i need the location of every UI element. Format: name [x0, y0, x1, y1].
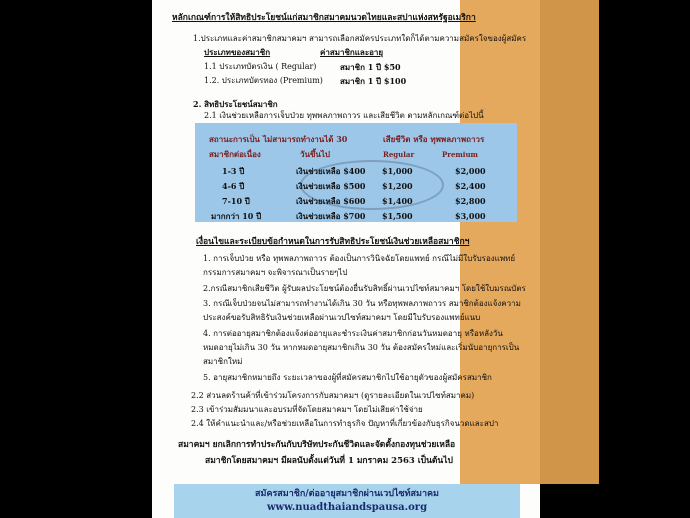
condition-3b: ประสงค์ขอรับสิทธิรับเงินช่วยเหลือผ่านเวปไซท์สมาคมฯ โดยมีใบรับรองแพทย์แนบ [203, 313, 481, 322]
footer-website-link[interactable]: www.nuadthaiandspausa.org [266, 502, 428, 513]
condition-4c: สมาชิกใหม่ [203, 357, 243, 366]
member-fee-regular: สมาชิก 1 ปี $50 [340, 62, 401, 72]
section-1-intro: 1.ประเภทและค่าสมาชิกสมาคมฯ สามารถเลือกสมัครประเภทใดก็ได้ตามความสมัครใจของผู้สมัคร [193, 34, 527, 43]
condition-2: 2.กรณีสมาชิกเสียชีวิต ผู้รับผลประโยชน์ต้องยื่นรับสิทธิ์ผ่านเวปไซท์สมาคมฯ โดยใช้ใบมรณบัตร [203, 284, 526, 293]
document-title: หลักเกณฑ์การให้สิทธิประโยชน์แก่สมาชิกสมาคมนวดไทยและสปาแห่งสหรัฐอเมริกา [172, 13, 476, 23]
th-disability-a: ไม่สามารถทำงานได้ 30 [263, 134, 348, 144]
th-regular: Regular [383, 150, 415, 159]
notice-line-1: สมาคมฯ ยกเลิกการทำประกันกับบริษัทประกันชีวิตและจัดตั้งกองทุนช่วยเหลือ [178, 440, 456, 450]
row-3-regular: $1,400 [382, 196, 413, 206]
condition-3a: 3. กรณีเจ็บป่วยจนไม่สามารถทำงานได้เกิน 30 วัน หรือทุพพลภาพถาวร สมาชิกต้องแจ้งความ [203, 299, 521, 308]
benefit-2-4: 2.4 ให้คำแนะนำและ/หรือช่วยเหลือในการทำธุรกิจ ปัญหาที่เกี่ยวข้องกับธุรกิจนวดและสปา [191, 419, 499, 428]
row-4-regular: $1,500 [382, 211, 413, 221]
row-3-aid: เงินช่วยเหลือ $600 [296, 196, 366, 206]
row-4-period: มากกว่า 10 ปี [211, 211, 262, 221]
row-1-premium: $2,000 [455, 166, 486, 176]
row-2-premium: $2,400 [455, 181, 486, 191]
row-1-aid: เงินช่วยเหลือ $400 [296, 166, 366, 176]
member-type-regular: 1.1 ประเภทบัตรเงิน ( Regular) [204, 62, 317, 71]
row-2-aid: เงินช่วยเหลือ $500 [296, 181, 366, 191]
member-fee-premium: สมาชิก 1 ปี $100 [340, 76, 407, 86]
row-3-period: 7-10 ปี [222, 196, 250, 206]
col-member-type: ประเภทของสมาชิก [204, 47, 271, 57]
condition-4b: หมดอายุไม่เกิน 30 วัน หากหมดอายุสมาชิกเกิน 30 วัน ต้องสมัครใหม่และเริ่มนับอายุการเป็น [203, 343, 520, 352]
benefit-2-2: 2.2 ส่วนลดร้านค้าที่เข้าร่วมโครงการกับสมาคมฯ (ดูรายละเอียดในเวปไซท์สมาคม) [191, 391, 475, 400]
row-2-regular: $1,200 [382, 181, 413, 191]
orange-highlight-band [460, 0, 599, 484]
member-type-premium: 1.2. ประเภทบัตรทอง (Premium) [204, 76, 323, 85]
th-disability-b: วันขึ้นไป [300, 149, 330, 159]
condition-1b: กรรมการสมาคมฯ จะพิจารณาเป็นรายๆไป [203, 268, 348, 277]
row-2-period: 4-6 ปี [222, 181, 245, 191]
th-premium: Premium [442, 150, 478, 159]
section-2-1: 2.1 เงินช่วยเหลือการเจ็บป่วย ทุพพลภาพถาวร และเสียชีวิต ตามหลักเกณฑ์ต่อไปนี้ [204, 111, 484, 120]
row-4-aid: เงินช่วยเหลือ $700 [296, 211, 366, 221]
notice-line-2: สมาชิกโดยสมาคมฯ มีผลนับตั้งแต่วันที่ 1 มกราคม 2563 เป็นต้นไป [205, 456, 453, 466]
footer-register-text: สมัครสมาชิก/ต่ออายุสมาชิกผ่านเวปไซท์สมาคม [255, 489, 439, 499]
row-1-period: 1-3 ปี [222, 166, 245, 176]
conditions-title: เงื่อนไขและระเบียบข้อกำหนดในการรับสิทธิประโยชน์เงินช่วยเหลือสมาชิกฯ [196, 237, 470, 247]
benefit-2-3: 2.3 เข้าร่วมสัมมนาและอบรมที่จัดโดยสมาคมฯ โดยไม่เสียค่าใช้จ่าย [191, 405, 423, 414]
col-member-fee: ค่าสมาชิกและอายุ [320, 47, 384, 57]
row-1-regular: $1,000 [382, 166, 413, 176]
condition-4a: 4. การต่ออายุสมาชิกต้องแจ้งต่ออายุและชำระเงินค่าสมาชิกก่อนวันหมดอายุ หรือหลังวัน [203, 329, 503, 338]
section-2-heading: 2. สิทธิประโยชน์สมาชิก [193, 99, 278, 109]
th-status-a: สถานะการเป็น [209, 134, 260, 144]
th-status-b: สมาชิกต่อเนื่อง [209, 149, 261, 159]
th-death: เสียชีวิต หรือ ทุพพลภาพถาวร [383, 134, 485, 144]
condition-1a: 1. การเจ็บป่วย หรือ ทุพพลภาพถาวร ต้องเป็นการวินิจฉัยโดยแพทย์ กรณีไม่มีใบรับรองแพทย์ [203, 254, 516, 263]
row-3-premium: $2,800 [455, 196, 486, 206]
row-4-premium: $3,000 [455, 211, 486, 221]
condition-5: 5. อายุสมาชิกหมายถึง ระยะเวลาของผู้ที่สมัครสมาชิกไปใช้อายุตัวของผู้สมัครสมาชิก [203, 373, 492, 382]
